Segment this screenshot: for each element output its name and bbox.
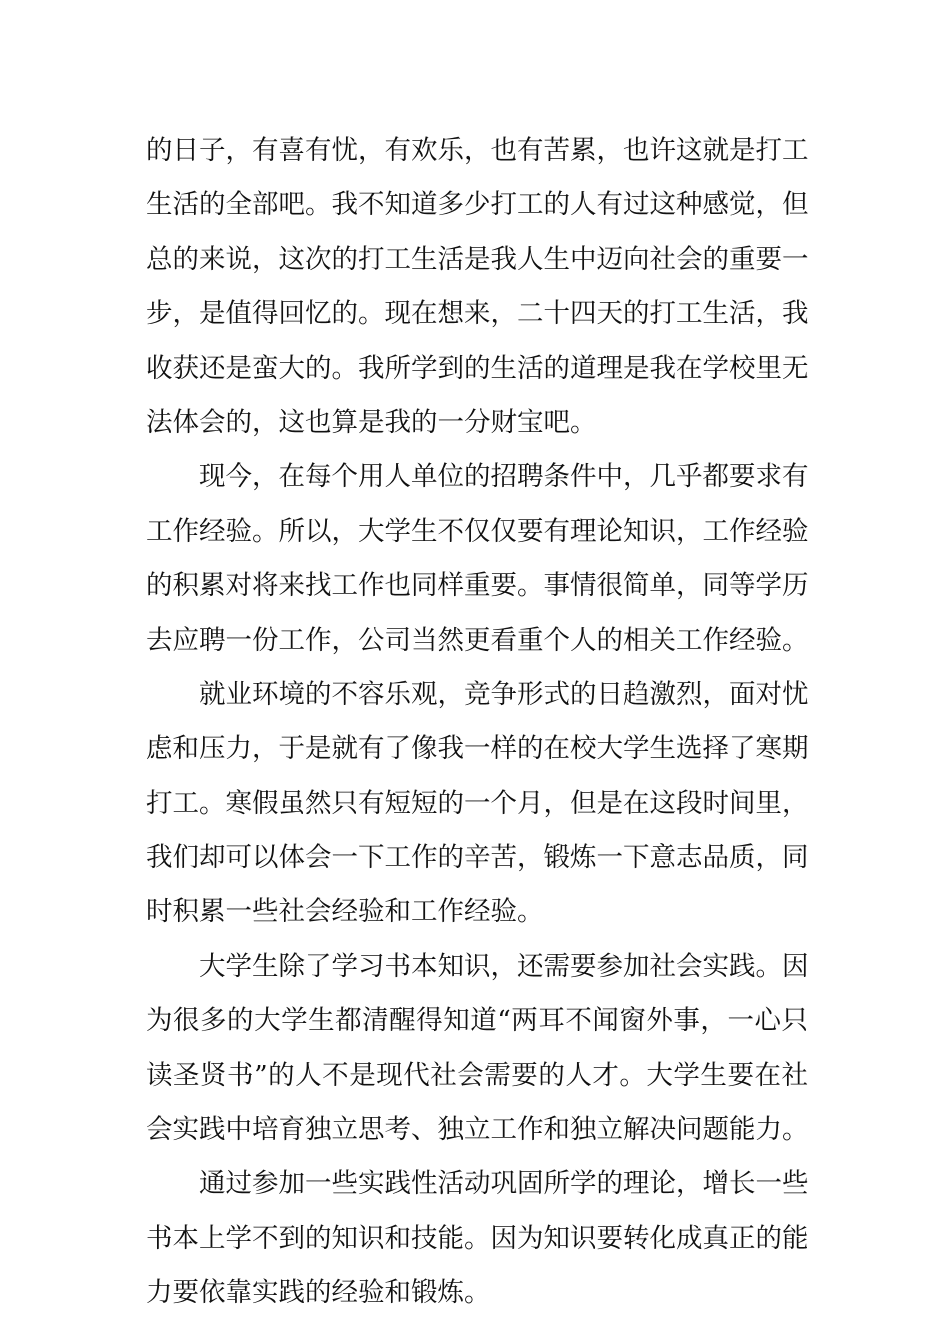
text-line: 读圣贤书”的人不是现代社会需要的人才。大学生要在社 — [146, 1059, 808, 1091]
text-line: 我们却可以体会一下工作的辛苦，锻炼一下意志品质，同 — [146, 842, 809, 874]
text-line: 书本上学不到的知识和技能。因为知识要转化成真正的能 — [146, 1222, 809, 1254]
document-body — [146, 124, 808, 1321]
text-line: 步，是值得回忆的。现在想来，二十四天的打工生活，我 — [146, 298, 809, 330]
text-line: 总的来说，这次的打工生活是我人生中迈向社会的重要一 — [146, 243, 809, 275]
paragraph — [146, 124, 808, 450]
text-line: 生活的全部吧。我不知道多少打工的人有过这种感觉，但 — [146, 189, 809, 221]
text-line: 大学生除了学习书本知识，还需要参加社会实践。因 — [199, 950, 809, 982]
text-line: 虑和压力，于是就有了像我一样的在校大学生选择了寒期 — [146, 733, 809, 765]
paragraph — [146, 668, 808, 940]
paragraph — [146, 450, 808, 668]
text-line: 现今，在每个用人单位的招聘条件中，几乎都要求有 — [199, 461, 809, 493]
text-line: 就业环境的不容乐观，竞争形式的日趋激烈，面对忧 — [199, 678, 809, 710]
paragraph — [146, 1157, 808, 1320]
text-line: 时积累一些社会经验和工作经验。 — [146, 896, 544, 928]
text-line: 去应聘一份工作，公司当然更看重个人的相关工作经验。 — [146, 624, 809, 656]
text-line: 会实践中培育独立思考、独立工作和独立解决问题能力。 — [146, 1114, 809, 1146]
text-line: 力要依靠实践的经验和锻炼。 — [146, 1277, 491, 1309]
text-line: 法体会的，这也算是我的一分财宝吧。 — [146, 406, 597, 438]
text-line: 的日子，有喜有忧，有欢乐，也有苦累，也许这就是打工 — [146, 135, 809, 166]
text-line: 的积累对将来找工作也同样重要。事情很简单，同等学历 — [146, 570, 809, 602]
text-line: 打工。寒假虽然只有短短的一个月，但是在这段时间里， — [146, 787, 809, 819]
text-line: 通过参加一些实践性活动巩固所学的理论，增长一些 — [199, 1168, 809, 1200]
paragraph — [146, 940, 808, 1158]
text-line: 为很多的大学生都清醒得知道“两耳不闻窗外事，一心只 — [146, 1005, 808, 1037]
text-line: 工作经验。所以，大学生不仅仅要有理论知识，工作经验 — [146, 515, 809, 547]
text-line: 收获还是蛮大的。我所学到的生活的道理是我在学校里无 — [146, 352, 809, 384]
